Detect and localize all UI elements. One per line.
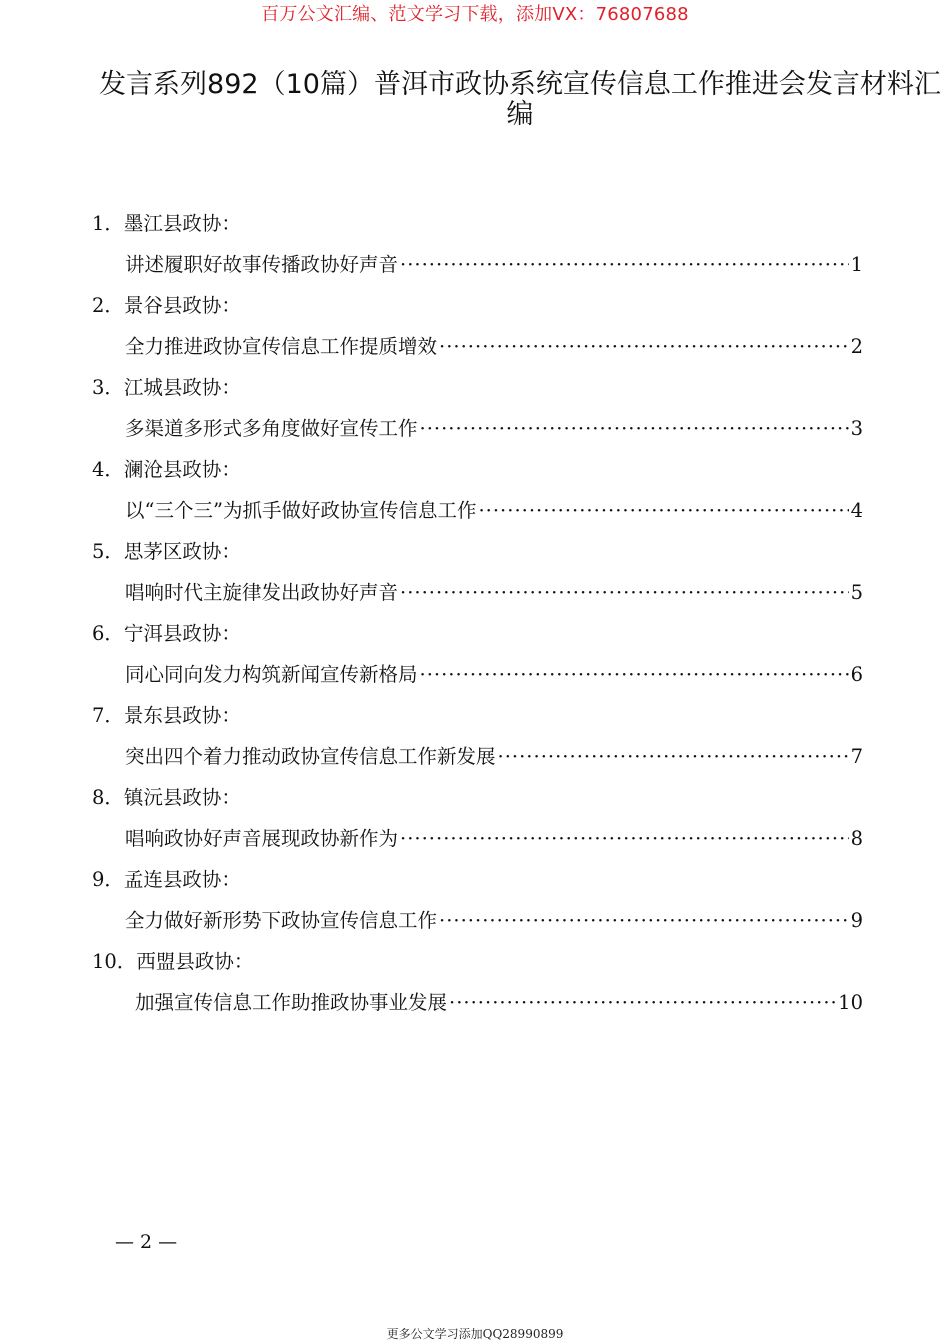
toc-org: 宁洱县政协： (123, 622, 241, 645)
toc-org: 景谷县政协： (123, 294, 241, 317)
toc-heading (88, 203, 863, 244)
toc-entry-title: 讲述履职好故事传播政协好声音 (125, 253, 399, 276)
toc-heading (88, 777, 863, 818)
top-banner: 百万公文汇编、范文学习下载，添加VX：76807688 (261, 4, 689, 25)
toc-org: 江城县政协： (123, 376, 241, 399)
dot-leader (400, 572, 849, 613)
page-number: — 2 — (115, 1231, 178, 1253)
toc-heading (88, 449, 863, 490)
toc-number: 1． (92, 212, 124, 235)
dot-leader (400, 818, 849, 859)
toc-heading (88, 613, 863, 654)
toc-number: 5． (92, 540, 124, 563)
toc-number: 9． (92, 868, 124, 891)
dot-leader (400, 244, 849, 285)
toc-entry-title: 加强宣传信息工作助推政协事业发展 (135, 991, 448, 1014)
toc-org: 景东县政协： (123, 704, 241, 727)
toc-entry-title: 多渠道多形式多角度做好宣传工作 (125, 417, 418, 440)
toc-number: 3． (92, 376, 124, 399)
toc-entry[interactable] (88, 326, 863, 367)
toc-heading (88, 285, 863, 326)
toc-page-number: 8 (850, 827, 863, 850)
toc-number: 8． (92, 786, 124, 809)
toc-heading (88, 367, 863, 408)
toc-entry-title: 全力推进政协宣传信息工作提质增效 (125, 335, 438, 358)
toc-entry[interactable] (88, 408, 863, 449)
toc-page-number: 2 (850, 335, 863, 358)
toc-entry[interactable] (88, 490, 863, 531)
toc-page-number: 3 (850, 417, 863, 440)
toc-entry[interactable] (88, 982, 863, 1023)
dot-leader (449, 982, 836, 1023)
toc-number: 4． (92, 458, 124, 481)
toc-entry-title: 全力做好新形势下政协宣传信息工作 (125, 909, 438, 932)
toc-page-number: 7 (850, 745, 863, 768)
toc-page-number: 5 (850, 581, 863, 604)
toc-entry[interactable] (88, 736, 863, 777)
toc-entry[interactable] (88, 818, 863, 859)
toc-heading (88, 859, 863, 900)
toc-heading (88, 531, 863, 572)
toc-org: 思茅区政协： (123, 540, 241, 563)
dot-leader (439, 900, 849, 941)
toc-page-number: 9 (850, 909, 863, 932)
toc-org: 镇沅县政协： (123, 786, 241, 809)
toc-page-number: 6 (850, 663, 863, 686)
toc-entry-title: 唱响政协好声音展现政协新作为 (125, 827, 399, 850)
dot-leader (420, 654, 849, 695)
toc-entry-title: 唱响时代主旋律发出政协好声音 (125, 581, 399, 604)
document-title: 发言系列892（10篇）普洱市政协系统宣传信息工作推进会发言材料汇编 (99, 69, 941, 130)
toc-entry-title: 同心同向发力构筑新闻宣传新格局 (125, 663, 418, 686)
toc-page-number: 10 (838, 991, 863, 1014)
dot-leader (478, 490, 848, 531)
toc-org: 西盟县政协： (136, 950, 254, 973)
toc-org: 孟连县政协： (123, 868, 241, 891)
toc-entry[interactable] (88, 572, 863, 613)
toc-number: 6． (92, 622, 124, 645)
toc-entry[interactable] (88, 900, 863, 941)
toc-page-number: 1 (850, 253, 863, 276)
toc-number: 10． (92, 950, 137, 973)
toc-page-number: 4 (850, 499, 863, 522)
toc-entry-title: 突出四个着力推动政协宣传信息工作新发展 (125, 745, 496, 768)
toc-org: 墨江县政协： (123, 212, 241, 235)
toc-org: 澜沧县政协： (123, 458, 241, 481)
toc-entry-title: 以“三个三”为抓手做好政协宣传信息工作 (125, 499, 477, 522)
footer-note: 更多公文学习添加QQ28990899 (386, 1327, 564, 1341)
toc-entry[interactable] (88, 654, 863, 695)
dot-leader (439, 326, 849, 367)
dot-leader (498, 736, 849, 777)
toc-entry[interactable] (88, 244, 863, 285)
dot-leader (420, 408, 849, 449)
toc-number: 7． (92, 704, 124, 727)
toc-heading (88, 941, 863, 982)
toc-number: 2． (92, 294, 124, 317)
table-of-contents (88, 203, 863, 1023)
toc-heading (88, 695, 863, 736)
